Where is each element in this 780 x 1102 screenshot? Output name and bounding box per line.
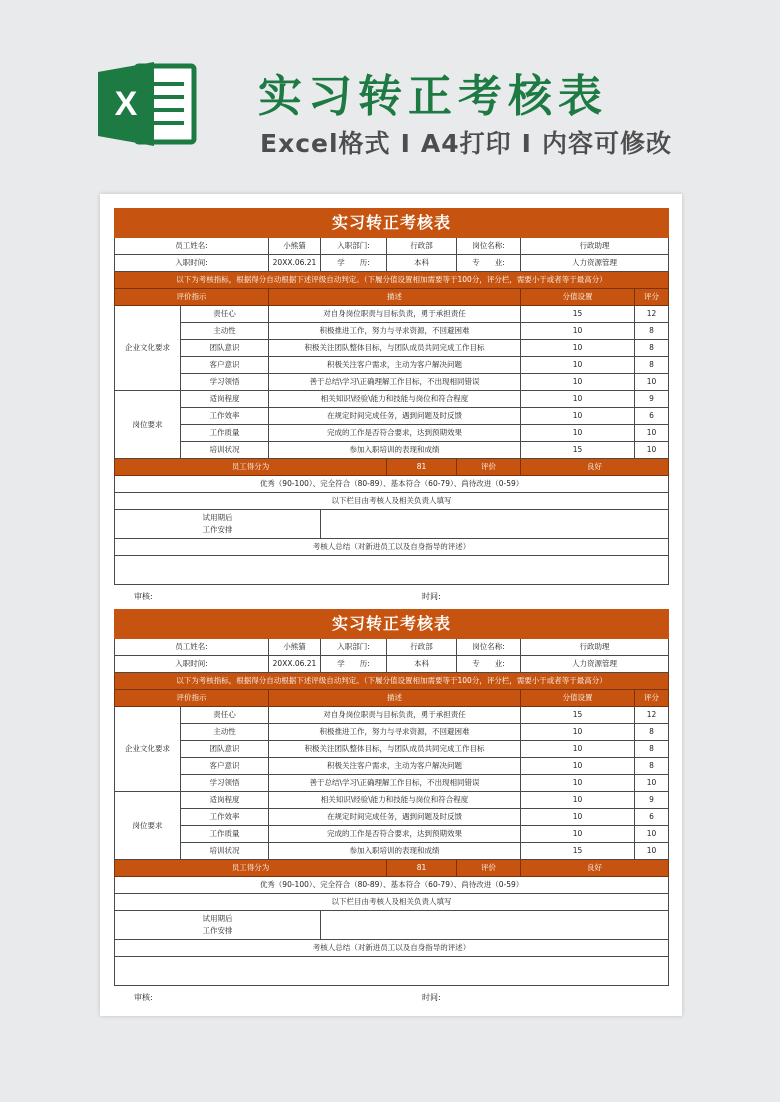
- dept-value[interactable]: 行政部: [387, 639, 457, 656]
- item-setting[interactable]: 15: [521, 707, 635, 724]
- item-name: 培训状况: [181, 442, 269, 459]
- item-desc: 相关知识\经验\能力和技能与岗位和符合程度: [269, 391, 521, 408]
- item-setting[interactable]: 10: [521, 758, 635, 775]
- item-score[interactable]: 6: [635, 408, 669, 425]
- table-row: [115, 340, 669, 357]
- table-row: [115, 408, 669, 425]
- summary-input[interactable]: [115, 556, 669, 585]
- arrangement-input[interactable]: [321, 911, 669, 940]
- item-name: 客户意识: [181, 357, 269, 374]
- item-setting[interactable]: 15: [521, 306, 635, 323]
- page-subtitle: Excel格式 I A4打印 I 内容可修改: [260, 129, 672, 158]
- table-row: [115, 758, 669, 775]
- col-setting: 分值设置: [521, 690, 635, 707]
- major-label: 专 业:: [457, 656, 521, 673]
- item-setting[interactable]: 10: [521, 724, 635, 741]
- item-score[interactable]: 8: [635, 357, 669, 374]
- item-desc: 积极关注客户需求，主动为客户解决问题: [269, 357, 521, 374]
- assessment-form: [114, 208, 668, 605]
- item-name: 工作质量: [181, 826, 269, 843]
- item-name: 适岗程度: [181, 391, 269, 408]
- date-value[interactable]: 20XX.06.21: [269, 656, 321, 673]
- item-desc: 积极推进工作，努力与寻求资源，不回避困难: [269, 323, 521, 340]
- arrangement-label: 试用期后 工作安排: [115, 510, 321, 539]
- item-score[interactable]: 8: [635, 340, 669, 357]
- item-setting[interactable]: 10: [521, 323, 635, 340]
- item-score[interactable]: 9: [635, 391, 669, 408]
- item-desc: 对自身岗位职责与目标负责，勇于承担责任: [269, 306, 521, 323]
- item-setting[interactable]: 15: [521, 442, 635, 459]
- item-setting[interactable]: 10: [521, 809, 635, 826]
- item-score[interactable]: 10: [635, 843, 669, 860]
- item-desc: 积极推进工作，努力与寻求资源，不回避困难: [269, 724, 521, 741]
- item-score[interactable]: 10: [635, 826, 669, 843]
- item-name: 工作效率: [181, 809, 269, 826]
- assessment-table: [114, 609, 669, 986]
- item-score[interactable]: 8: [635, 758, 669, 775]
- item-score[interactable]: 10: [635, 374, 669, 391]
- grade-label: 评价: [457, 459, 521, 476]
- reviewer-label: 审核:: [134, 592, 153, 601]
- group-name: 企业文化要求: [115, 707, 181, 792]
- position-label: 岗位名称:: [457, 639, 521, 656]
- table-row: [115, 442, 669, 459]
- item-name: 学习领悟: [181, 775, 269, 792]
- date-label: 入职时间:: [115, 255, 269, 272]
- name-label: 员工姓名:: [115, 238, 269, 255]
- item-name: 团队意识: [181, 340, 269, 357]
- item-setting[interactable]: 15: [521, 843, 635, 860]
- item-setting[interactable]: 10: [521, 408, 635, 425]
- grade-value: 良好: [521, 459, 669, 476]
- item-name: 工作效率: [181, 408, 269, 425]
- item-desc: 完成的工作是否符合要求，达到预期效果: [269, 425, 521, 442]
- edu-value[interactable]: 本科: [387, 656, 457, 673]
- item-name: 客户意识: [181, 758, 269, 775]
- col-desc: 描述: [269, 690, 521, 707]
- arrangement-input[interactable]: [321, 510, 669, 539]
- item-score[interactable]: 12: [635, 707, 669, 724]
- edu-label: 学 历:: [321, 255, 387, 272]
- time-label: 时间:: [422, 993, 441, 1002]
- grade-label: 评价: [457, 860, 521, 877]
- sign-row: [114, 585, 668, 605]
- name-label: 员工姓名:: [115, 639, 269, 656]
- dept-value[interactable]: 行政部: [387, 238, 457, 255]
- scoring-note: 以下为考核指标，根据得分自动根据下述评级自动判定。（下履分值设置相加需要等于100分，评分栏，需要小于或者等于最高分）: [115, 272, 669, 289]
- item-desc: 积极关注客户需求，主动为客户解决问题: [269, 758, 521, 775]
- time-label: 时间:: [422, 592, 441, 601]
- item-desc: 善于总结\学习\正确理解工作目标，不出现相同错误: [269, 775, 521, 792]
- table-row: [115, 775, 669, 792]
- item-setting[interactable]: 10: [521, 792, 635, 809]
- promo-header: [0, 0, 780, 190]
- assessment-form: [114, 609, 668, 1006]
- position-value[interactable]: 行政助理: [521, 639, 669, 656]
- position-value[interactable]: 行政助理: [521, 238, 669, 255]
- item-score[interactable]: 9: [635, 792, 669, 809]
- total-value: 81: [387, 459, 457, 476]
- col-indicator: 评价指示: [115, 690, 269, 707]
- col-setting: 分值设置: [521, 289, 635, 306]
- summary-label: 考核人总结（对新进员工以及自身指导的评述）: [115, 539, 669, 556]
- reviewer-label: 审核:: [134, 993, 153, 1002]
- item-desc: 参加入职培训的表现和成绩: [269, 442, 521, 459]
- major-label: 专 业:: [457, 255, 521, 272]
- summary-label: 考核人总结（对新进员工以及自身指导的评述）: [115, 940, 669, 957]
- form-title: 实习转正考核表: [115, 209, 669, 238]
- grade-value: 良好: [521, 860, 669, 877]
- scoring-note: 以下为考核指标，根据得分自动根据下述评级自动判定。（下履分值设置相加需要等于100分，评分栏，需要小于或者等于最高分）: [115, 673, 669, 690]
- item-score[interactable]: 10: [635, 442, 669, 459]
- table-row: [115, 323, 669, 340]
- table-row: [115, 724, 669, 741]
- major-value[interactable]: 人力资源管理: [521, 255, 669, 272]
- item-score[interactable]: 6: [635, 809, 669, 826]
- page-title: 实习转正考核表: [258, 71, 608, 122]
- item-desc: 积极关注团队整体目标，与团队成员共同完成工作目标: [269, 741, 521, 758]
- item-name: 培训状况: [181, 843, 269, 860]
- item-setting[interactable]: 10: [521, 374, 635, 391]
- assessment-table: [114, 208, 669, 585]
- filled-by-note: 以下栏目由考核人及相关负责人填写: [115, 894, 669, 911]
- edu-label: 学 历:: [321, 656, 387, 673]
- col-score: 评分: [635, 690, 669, 707]
- filled-by-note: 以下栏目由考核人及相关负责人填写: [115, 493, 669, 510]
- col-score: 评分: [635, 289, 669, 306]
- table-row: [115, 809, 669, 826]
- item-name: 主动性: [181, 724, 269, 741]
- paper-sheet: [100, 194, 682, 1016]
- item-score[interactable]: 8: [635, 741, 669, 758]
- arrangement-label: 试用期后 工作安排: [115, 911, 321, 940]
- item-score[interactable]: 12: [635, 306, 669, 323]
- item-setting[interactable]: 10: [521, 340, 635, 357]
- major-value[interactable]: 人力资源管理: [521, 656, 669, 673]
- item-desc: 在规定时间完成任务，遇到问题及时反馈: [269, 809, 521, 826]
- position-label: 岗位名称:: [457, 238, 521, 255]
- svg-text:X: X: [114, 85, 138, 123]
- item-desc: 完成的工作是否符合要求，达到预期效果: [269, 826, 521, 843]
- table-row: [115, 391, 669, 408]
- item-setting[interactable]: 10: [521, 826, 635, 843]
- table-row: [115, 843, 669, 860]
- total-label: 员工得分为: [115, 459, 387, 476]
- grading-rule: 优秀（90-100）、完全符合（80-89）、基本符合（60-79）、尚待改进（0-59）: [115, 476, 669, 493]
- item-desc: 相关知识\经验\能力和技能与岗位和符合程度: [269, 792, 521, 809]
- table-row: [115, 374, 669, 391]
- item-score[interactable]: 8: [635, 323, 669, 340]
- item-setting[interactable]: 10: [521, 741, 635, 758]
- dept-label: 入职部门:: [321, 639, 387, 656]
- table-row: [115, 826, 669, 843]
- item-name: 工作质量: [181, 425, 269, 442]
- group-name: 岗位要求: [115, 792, 181, 860]
- item-score[interactable]: 10: [635, 425, 669, 442]
- item-desc: 参加入职培训的表现和成绩: [269, 843, 521, 860]
- item-score[interactable]: 8: [635, 724, 669, 741]
- item-desc: 善于总结\学习\正确理解工作目标，不出现相同错误: [269, 374, 521, 391]
- item-setting[interactable]: 10: [521, 425, 635, 442]
- name-value[interactable]: 小熊猫: [269, 238, 321, 255]
- grading-rule: 优秀（90-100）、完全符合（80-89）、基本符合（60-79）、尚待改进（0-59）: [115, 877, 669, 894]
- edu-value[interactable]: 本科: [387, 255, 457, 272]
- name-value[interactable]: 小熊猫: [269, 639, 321, 656]
- excel-icon: [96, 58, 198, 150]
- item-setting[interactable]: 10: [521, 775, 635, 792]
- group-name: 岗位要求: [115, 391, 181, 459]
- item-name: 学习领悟: [181, 374, 269, 391]
- item-score[interactable]: 10: [635, 775, 669, 792]
- form-title: 实习转正考核表: [115, 610, 669, 639]
- table-row: [115, 741, 669, 758]
- item-name: 责任心: [181, 306, 269, 323]
- table-row: [115, 707, 669, 724]
- item-setting[interactable]: 10: [521, 357, 635, 374]
- col-desc: 描述: [269, 289, 521, 306]
- table-row: [115, 306, 669, 323]
- item-name: 责任心: [181, 707, 269, 724]
- table-row: [115, 357, 669, 374]
- dept-label: 入职部门:: [321, 238, 387, 255]
- item-name: 团队意识: [181, 741, 269, 758]
- table-row: [115, 425, 669, 442]
- group-name: 企业文化要求: [115, 306, 181, 391]
- item-name: 主动性: [181, 323, 269, 340]
- col-indicator: 评价指示: [115, 289, 269, 306]
- total-value: 81: [387, 860, 457, 877]
- item-desc: 在规定时间完成任务，遇到问题及时反馈: [269, 408, 521, 425]
- date-label: 入职时间:: [115, 656, 269, 673]
- item-desc: 积极关注团队整体目标，与团队成员共同完成工作目标: [269, 340, 521, 357]
- item-desc: 对自身岗位职责与目标负责，勇于承担责任: [269, 707, 521, 724]
- item-name: 适岗程度: [181, 792, 269, 809]
- summary-input[interactable]: [115, 957, 669, 986]
- sign-row: [114, 986, 668, 1006]
- item-setting[interactable]: 10: [521, 391, 635, 408]
- total-label: 员工得分为: [115, 860, 387, 877]
- date-value[interactable]: 20XX.06.21: [269, 255, 321, 272]
- table-row: [115, 792, 669, 809]
